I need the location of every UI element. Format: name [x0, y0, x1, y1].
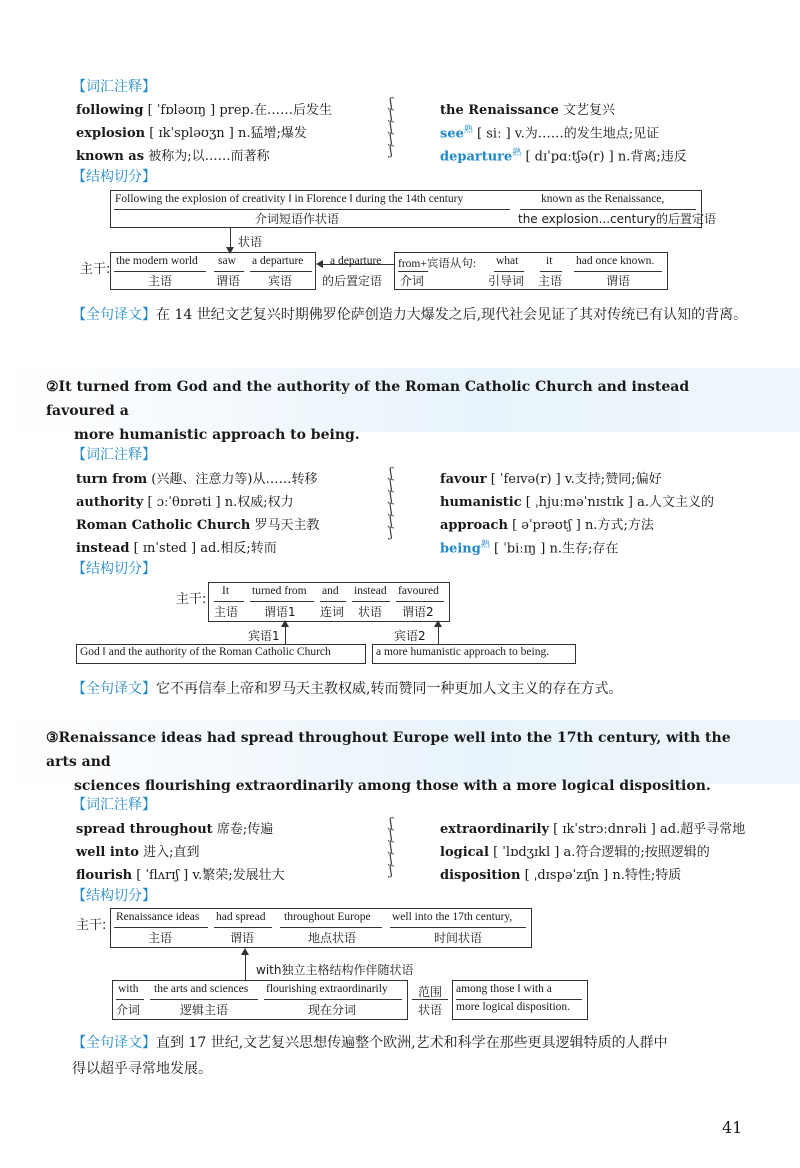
- vocab-item: turn from (兴趣、注意力等)从……转移: [76, 472, 318, 487]
- translation-1: 【全句译文】在 14 世纪文艺复兴时期佛罗伦萨创造力大爆发之后,现代社会见证了其对传统已有认知的背离。: [72, 307, 748, 323]
- phrase: the arts and sciences: [154, 983, 249, 995]
- vocab-item: favour [ ˈfeɪvə(r) ] v.支持;赞同;偏好: [440, 472, 662, 487]
- phrase: had spread: [216, 911, 266, 923]
- role-label: 宾语: [268, 274, 293, 288]
- phrase: among those ‖ with a: [456, 983, 552, 995]
- role-label: 主语: [538, 274, 563, 288]
- vocab-item: authority [ ɔːˈθɒrəti ] n.权威;权力: [76, 495, 294, 510]
- vocab-item: spread throughout 席卷;传遍: [76, 822, 274, 837]
- underline: [150, 999, 258, 1000]
- arrow-up-icon: [434, 620, 442, 627]
- vocab-item: see$^熟$ [ siː ] v.为……的发生地点;见证: [440, 125, 660, 142]
- phrase: the modern world: [116, 255, 198, 267]
- vocab-item: explosion [ ɪkˈspləʊʒn ] n.猛增;爆发: [76, 126, 307, 141]
- underline: [116, 999, 144, 1000]
- phrase: instead: [354, 585, 387, 597]
- divider-squiggle: ʃ ʃ ʃ ʃ ʃ: [389, 96, 393, 159]
- divider-squiggle: ʃ ʃ ʃ ʃ ʃ ʃ: [389, 466, 393, 541]
- phrase: what: [496, 255, 519, 267]
- phrase: with: [118, 983, 139, 995]
- phrase: saw: [218, 255, 236, 267]
- phrase: had once known.: [576, 255, 655, 267]
- phrase: turned from: [252, 585, 307, 597]
- connector-line: [230, 227, 231, 249]
- structure-header-1: 【结构切分】: [72, 169, 156, 185]
- vocab-item: logical [ ˈlɒdʒɪkl ] a.符合逻辑的;按照逻辑的: [440, 845, 710, 860]
- role-label: the explosion...century的后置定语: [518, 212, 716, 226]
- underline: [456, 999, 582, 1000]
- role-label: 谓语2: [402, 605, 434, 619]
- underline: [114, 927, 208, 928]
- phrase: a departure: [252, 255, 304, 267]
- phrase: it: [546, 255, 553, 267]
- underline: [214, 601, 244, 602]
- role-label: 现在分词: [308, 1003, 357, 1017]
- phrase: flourishing extraordinarily: [266, 983, 388, 995]
- main-label: 主干:: [80, 262, 111, 277]
- main-label: 主干:: [76, 918, 107, 933]
- role-label: 范围: [418, 985, 443, 999]
- phrase: God ‖ and the authority of the Roman Catholic Church: [80, 646, 331, 658]
- connector-line: [245, 954, 246, 980]
- vocab-header-3: 【词汇注释】: [72, 797, 156, 813]
- vocab-item: instead [ ɪnˈsted ] ad.相反;转而: [76, 541, 277, 556]
- phrase: known as the Renaissance,: [541, 193, 665, 205]
- vocab-item: Roman Catholic Church 罗马天主教: [76, 518, 320, 533]
- role-label: 逻辑主语: [180, 1003, 229, 1017]
- role-label: 谓语: [230, 931, 255, 945]
- vocab-item: disposition [ ˌdɪspəˈzɪʃn ] n.特性;特质: [440, 868, 682, 883]
- underline: [280, 927, 382, 928]
- role-label: 连词: [320, 605, 345, 619]
- vocab-item: known as 被称为;以……而著称: [76, 149, 270, 164]
- phrase: more logical disposition.: [456, 1001, 571, 1013]
- role-label: 状语: [418, 1003, 443, 1017]
- underline: [396, 601, 444, 602]
- role-label: 介词短语作状语: [255, 212, 340, 226]
- main-label: 主干:: [176, 592, 207, 607]
- underline: [352, 601, 390, 602]
- underline: [250, 601, 314, 602]
- page-number: 41: [722, 1118, 743, 1137]
- translation-2: 【全句译文】它不再信奉上帝和罗马天主教权威,转而赞同一种更加人文主义的存在方式。: [72, 681, 623, 697]
- sentence-3: ③Renaissance ideas had spread throughout Europe well into the 17th century, with the arts and sciences flourishing extraordinarily among those with a more logical disposition.: [46, 730, 731, 794]
- underline: [264, 999, 402, 1000]
- role-label: 主语: [214, 605, 239, 619]
- phrase: well into the 17th century,: [392, 911, 513, 923]
- underline: [390, 927, 526, 928]
- underline: [320, 601, 346, 602]
- role-label: 地点状语: [308, 931, 357, 945]
- arrow-up-icon: [281, 620, 289, 627]
- phrase: throughout Europe: [284, 911, 371, 923]
- divider-squiggle: ʃ ʃ ʃ ʃ ʃ: [389, 816, 393, 879]
- role-label: 介词: [400, 274, 425, 288]
- vocab-item: being$^熟$ [ ˈbiːɪŋ ] n.生存;存在: [440, 540, 619, 557]
- phrase: from+宾语从句:: [398, 258, 477, 270]
- translation-3: 【全句译文】直到 17 世纪,文艺复兴思想传遍整个欧洲,艺术和科学在那些更具逻辑特质的人群中 得以超乎寻常地发展。: [72, 1035, 668, 1077]
- phrase: Renaissance ideas: [116, 911, 200, 923]
- sentence-2: ②It turned from God and the authority of the Roman Catholic Church and instead favoured a more humanistic approach to being.: [46, 379, 690, 443]
- vocab-item: extraordinarily [ ɪkˈstrɔːdnrəli ] ad.超乎寻常地: [440, 822, 746, 837]
- vocab-item: well into 进入;直到: [76, 845, 200, 860]
- role-label: 时间状语: [434, 931, 483, 945]
- phrase: Following the explosion of creativity ‖ in Florence ‖ during the 14th century: [115, 193, 464, 205]
- vocab-item: approach [ əˈprəʊtʃ ] n.方式;方法: [440, 518, 654, 533]
- phrase: a departure: [330, 255, 382, 267]
- vocab-item: the Renaissance 文艺复兴: [440, 103, 615, 118]
- link-label: 宾语1: [248, 629, 280, 643]
- vocab-item: humanistic [ ˌhjuːməˈnɪstɪk ] a.人文主义的: [440, 495, 715, 510]
- vocab-item: following [ ˈfɒləʊɪŋ ] prep.在……后发生: [76, 103, 333, 118]
- role-label: 主语: [148, 274, 173, 288]
- role-label: 介词: [116, 1003, 141, 1017]
- role-label: 状语: [358, 605, 383, 619]
- vocab-header-2: 【词汇注释】: [72, 447, 156, 463]
- structure-header-2: 【结构切分】: [72, 561, 156, 577]
- role-label: 主语: [148, 931, 173, 945]
- vocab-item: departure$^熟$ [ dɪˈpɑːtʃə(r) ] n.背离;违反: [440, 148, 687, 165]
- vocab-item: flourish [ ˈflʌrɪʃ ] v.繁荣;发展壮大: [76, 868, 285, 883]
- role-label: 的后置定语: [322, 274, 383, 288]
- connector-line: [438, 626, 439, 644]
- role-label: 谓语: [216, 274, 241, 288]
- link-label: 宾语2: [394, 629, 426, 643]
- link-label: with独立主格结构作伴随状语: [256, 963, 414, 977]
- role-label: 谓语: [606, 274, 631, 288]
- link-label: 状语: [238, 235, 263, 249]
- connector-line: [285, 626, 286, 644]
- phrase: and: [322, 585, 339, 597]
- phrase: a more humanistic approach to being.: [376, 646, 550, 658]
- structure-header-3: 【结构切分】: [72, 888, 156, 904]
- role-label: 谓语1: [264, 605, 296, 619]
- phrase: favoured: [398, 585, 439, 597]
- role-label: 引导词: [488, 274, 525, 288]
- vocab-header-1: 【词汇注释】: [72, 79, 156, 95]
- underline: [214, 927, 272, 928]
- phrase: It: [222, 585, 230, 597]
- connector-line: [412, 999, 448, 1000]
